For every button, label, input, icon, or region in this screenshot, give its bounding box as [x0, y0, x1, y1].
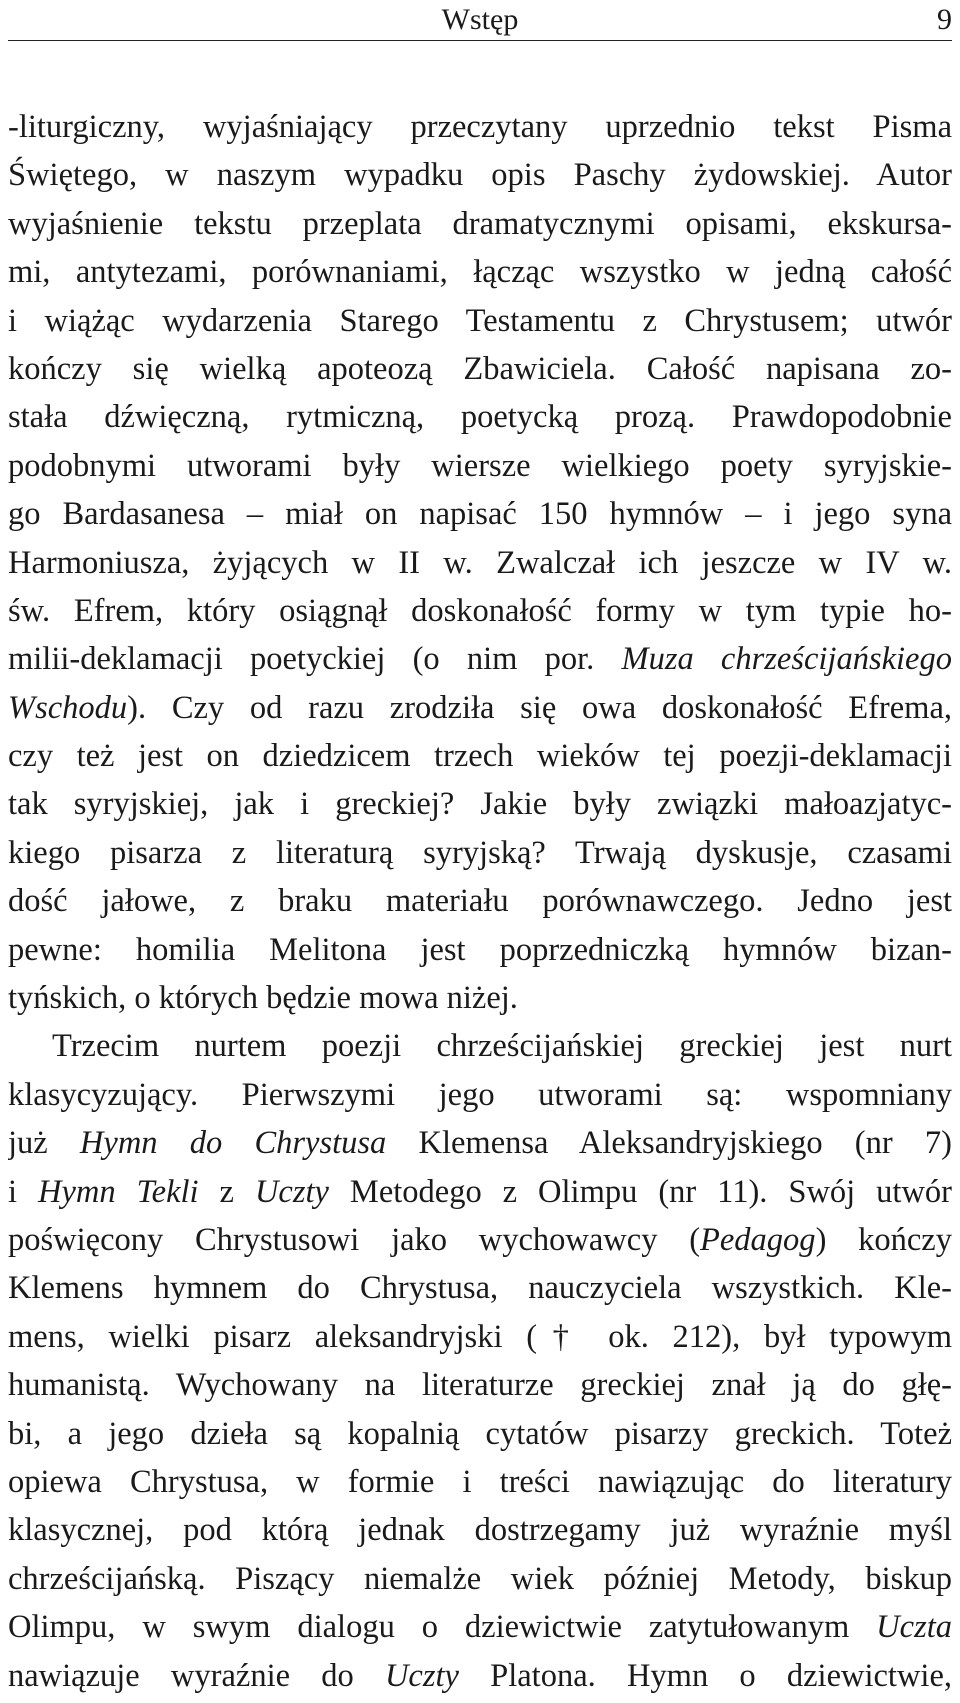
work-title: Uczta: [876, 1609, 952, 1646]
text-line: Olimpu, w swym dialogu o dziewictwie zatytułowanym Uczta: [8, 1609, 952, 1646]
text-line: poświęcony Chrystusowi jako wychowawcy (Pedagog) kończy: [8, 1221, 952, 1258]
text-line: nawiązuje wyraźnie do Uczty Platona. Hymn o dziewictwie,: [8, 1657, 952, 1694]
text-line: tak syryjskiej, jak i greckiej? Jakie były związki małoazjatyc-: [8, 786, 952, 823]
running-header-title: Wstęp: [441, 3, 519, 36]
text-line: humanistą. Wychowany na literaturze greckiej znał ją do głę-: [8, 1367, 952, 1404]
text-line: wyjaśnienie tekstu przeplata dramatycznymi opisami, ekskursa-: [8, 205, 952, 242]
text-line: już Hymn do Chrystusa Klemensa Aleksandryjskiego (nr 7): [8, 1125, 952, 1162]
text-line: milii-deklamacji poetyckiej (o nim por. Muza chrześcijańskiego: [8, 641, 952, 678]
work-title: Hymn Tekli: [38, 1173, 199, 1210]
text-line: -liturgiczny, wyjaśniający przeczytany uprzednio tekst Pisma: [8, 109, 952, 145]
text-line: pewne: homilia Melitona jest poprzedniczką hymnów bizan-: [8, 931, 952, 968]
text-line: chrześcijańską. Piszący niemalże wiek później Metody, biskup: [8, 1560, 952, 1597]
text-line: dość jałowe, z braku materiału porównawczego. Jedno jest: [8, 883, 952, 920]
text-line: i wiążąc wydarzenia Starego Testamentu z Chrystusem; utwór: [8, 302, 952, 339]
text-line: czy też jest on dziedzicem trzech wieków tej poezji-deklamacji: [8, 738, 952, 775]
work-title: Uczty: [384, 1657, 459, 1694]
text-line: Wschodu). Czy od razu zrodziła się owa doskonałość Efrema,: [8, 689, 952, 726]
text-line: stała dźwięczną, rytmiczną, poetycką prozą. Prawdopodobnie: [8, 399, 952, 436]
text-line: Klemens hymnem do Chrystusa, nauczyciela wszystkich. Kle-: [8, 1270, 952, 1307]
page-number: 9: [937, 3, 952, 36]
text-line: opiewa Chrystusa, w formie i treści nawiązując do literatury: [8, 1463, 952, 1500]
text-line: i Hymn Tekli z Uczty Metodego z Olimpu (nr 11). Swój utwór: [8, 1173, 952, 1210]
body-text: [8, 103, 952, 1700]
text-line: kończy się wielką apoteozą Zbawiciela. Całość napisana zo-: [8, 350, 952, 387]
text-line: bi, a jego dzieła są kopalnią cytatów pisarzy greckich. Toteż: [8, 1415, 952, 1452]
work-title: Uczty: [254, 1173, 329, 1210]
text-line: mi, antytezami, porównaniami, łącząc wszystko w jedną całość: [8, 254, 952, 291]
text-line: Świętego, w naszym wypadku opis Paschy żydowskiej. Autor: [8, 157, 952, 194]
book-title: Wschodu: [8, 689, 128, 726]
text-line: Harmoniusza, żyjących w II w. Zwalczał ich jeszcze w IV w.: [8, 544, 952, 581]
book-title: Muza chrześcijańskiego: [621, 641, 952, 678]
text-line: kiego pisarza z literaturą syryjską? Trwają dyskusje, czasami: [8, 834, 952, 871]
text-line: klasycyzujący. Pierwszymi jego utworami są: wspomniany: [8, 1076, 952, 1113]
running-header: [8, 0, 952, 41]
text-line: go Bardasanesa – miał on napisać 150 hymnów – i jego syna: [8, 496, 952, 533]
text-line: św. Efrem, który osiągnął doskonałość formy w tym typie ho-: [8, 592, 952, 629]
paragraph-first-line: Trzecim nurtem poezji chrześcijańskiej greckiej jest nurt: [52, 1028, 952, 1065]
text-line: mens, wielki pisarz aleksandryjski († ok. 212), był typowym: [8, 1318, 952, 1355]
text-line: tyńskich, o których będzie mowa niżej.: [8, 980, 518, 1017]
work-title: Hymn do Chrystusa: [79, 1125, 387, 1162]
text-line: klasycznej, pod którą jednak dostrzegamy już wyraźnie myśl: [8, 1512, 952, 1549]
work-title: Pedagog: [700, 1221, 816, 1258]
text-line: podobnymi utworami były wiersze wielkiego poety syryjskie-: [8, 447, 952, 484]
